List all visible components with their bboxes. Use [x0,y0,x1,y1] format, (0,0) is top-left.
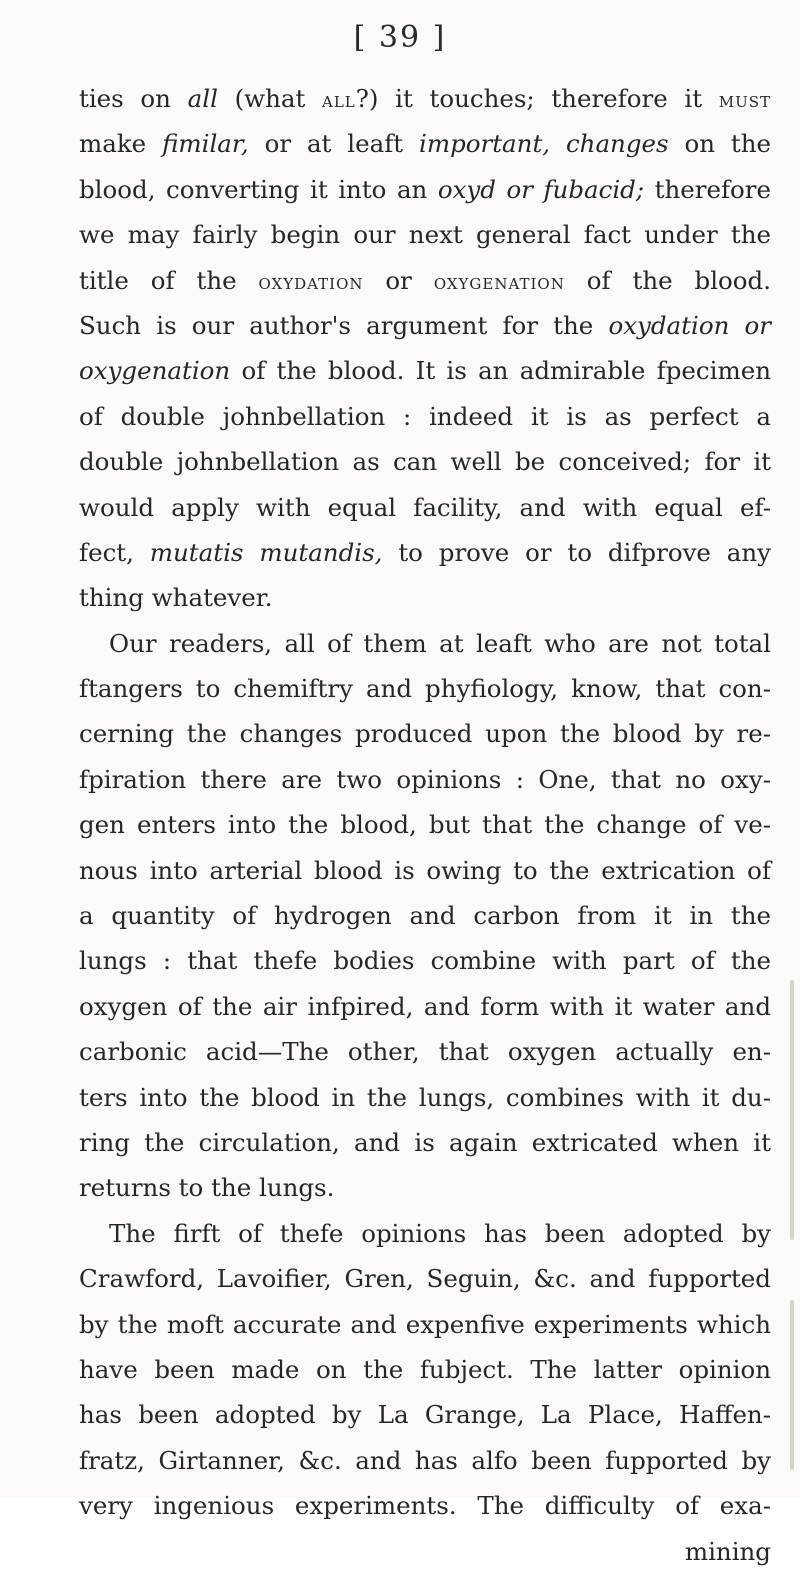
text-segment: ties on [79,84,188,113]
small-caps-text: oxygenation [433,269,565,295]
text-segment: mining [684,1536,771,1566]
text-line [79,1302,771,1347]
text-segment: to prove or to difprove any [382,537,771,567]
text-segment: of double johnbellation : indeed it is as perfect a [79,401,771,431]
text-segment: ring the circulation, and is again extricated when it [79,1127,771,1157]
text-segment: of the blood. [564,265,772,295]
text-segment: fratz, Girtanner, &c. and has alfo been fupported by [79,1445,771,1475]
text-segment: The firft of thefe opinions has been adopted by [109,1218,771,1248]
text-line [79,1029,771,1074]
text-line [79,1392,771,1437]
text-segment: of the blood. It is an admirable fpecimen [230,356,771,386]
text-segment: have been made on the fubject. The latter opinion [79,1354,771,1384]
text-segment: ftangers to chemiftry and phyfiology, know, that con- [79,674,771,704]
text-line [79,757,771,802]
text-line [79,121,771,166]
text-line [79,621,771,666]
text-line [79,348,771,393]
text-line [79,1075,771,1120]
text-segment: on the [668,129,771,159]
text-line [79,1120,771,1165]
text-segment: or [363,265,434,295]
text-segment: or at leaft [248,129,419,159]
text-segment: therefore [644,174,772,204]
text-line [79,1438,771,1483]
italic-text: fimilar, [162,129,249,159]
text-segment: make [79,129,163,159]
text-line [79,394,771,439]
text-segment: fect, [79,537,150,567]
text-line [79,711,771,756]
text-line [79,485,771,530]
text-segment: Our readers, all of them at leaft who are not total [109,628,771,658]
small-caps-text: oxydation [258,269,364,295]
page-number: [ 39 ] [353,20,447,55]
text-line [79,439,771,484]
text-line [79,1529,771,1574]
text-segment: very ingenious experiments. The difficulty of exa- [79,1491,771,1521]
text-segment: cerning the changes produced upon the blood by re- [79,719,771,749]
text-line [79,893,771,938]
page-edge-shadow [790,1300,794,1470]
italic-text: all [187,84,218,113]
text-segment: ters into the blood in the lungs, combines with it du- [79,1082,771,1112]
text-segment: nous into arterial blood is owing to the extrication of [79,855,771,885]
text-line [79,303,771,348]
body-text [79,76,771,1574]
text-segment: thing whatever. [79,583,273,613]
text-segment: would apply with equal facility, and with equal ef- [79,492,771,522]
text-segment: a quantity of hydrogen and carbon from it in the [79,901,771,931]
text-segment: returns to the lungs. [79,1173,335,1203]
text-line [79,848,771,893]
italic-text: mutatis mutandis, [149,537,383,567]
text-segment: (what [217,84,322,113]
text-segment: we may fairly begin our next general fact under the [79,220,771,250]
text-line [79,938,771,983]
text-line [79,1211,771,1256]
text-segment: has been adopted by La Grange, La Place, Haffen- [79,1400,771,1430]
page-edge-shadow [790,980,794,1240]
text-line [79,1347,771,1392]
text-line [79,1483,771,1528]
text-segment: by the moft accurate and expenfive experiments which [79,1309,771,1339]
text-line [79,984,771,1029]
italic-text: oxygenation [79,356,231,386]
text-segment: gen enters into the blood, but that the change of ve- [79,810,771,840]
text-segment: lungs : that thefe bodies combine with part of the [79,946,771,976]
text-segment: Crawford, Lavoifier, Gren, Seguin, &c. and fupported [79,1264,771,1294]
text-line [79,666,771,711]
text-segment: ?) it touches; therefore it [355,84,719,113]
italic-text: important, changes [419,129,669,159]
text-segment: oxygen of the air infpired, and form with it water and [79,991,771,1021]
text-line [79,575,771,620]
text-line [79,258,771,303]
italic-text: oxydation or [608,310,771,340]
small-caps-text: all [322,88,356,113]
text-line [79,167,771,212]
text-segment: double johnbellation as can well be conceived; for it [79,447,771,477]
text-line [79,802,771,847]
text-line [79,212,771,257]
text-line [79,1165,771,1210]
text-line [79,76,771,121]
small-caps-text: must [718,88,771,113]
text-segment: blood, converting it into an [79,174,438,204]
text-segment: fpiration there are two opinions : One, that no oxy- [79,764,771,794]
text-segment: title of the [79,265,259,295]
text-line [79,1256,771,1301]
italic-text: oxyd or fubacid; [437,174,645,204]
text-segment: carbonic acid—The other, that oxygen actually en- [79,1037,771,1067]
text-line [79,530,771,575]
text-segment: Such is our author's argument for the [79,310,609,340]
